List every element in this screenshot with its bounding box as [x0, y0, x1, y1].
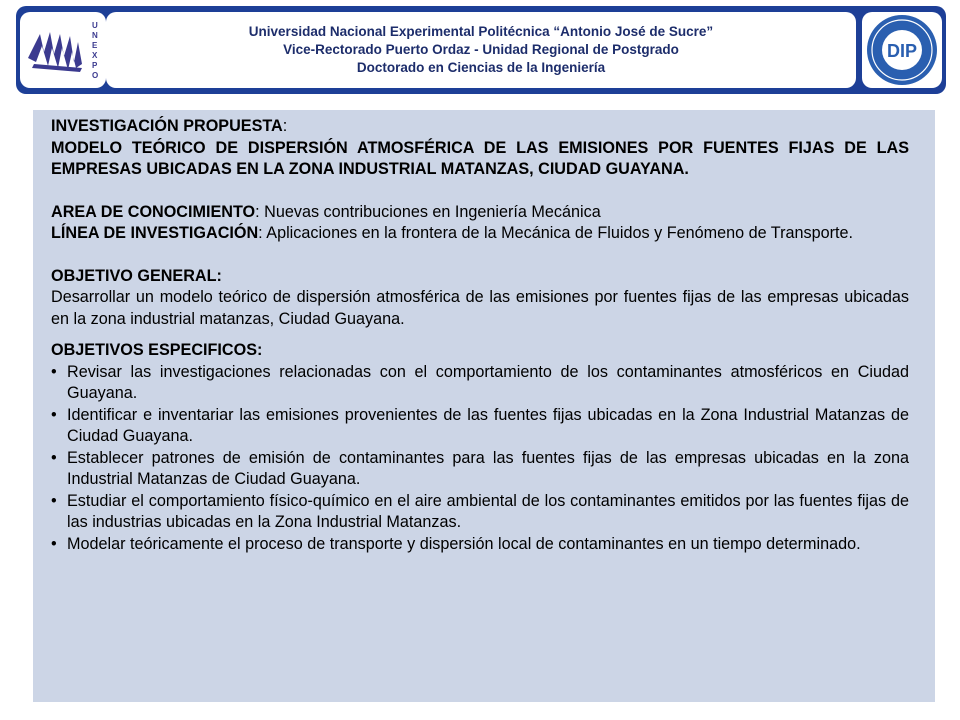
university-name: Universidad Nacional Experimental Politécnica “Antonio José de Sucre” [248, 24, 714, 39]
list-item: • Revisar las investigaciones relacionadas con el comportamiento de los contaminantes atmosféricos en Ciudad Guayana. [51, 362, 909, 405]
area-conocimiento: AREA DE CONOCIMIENTO: Nuevas contribuciones en Ingeniería Mecánica [51, 202, 601, 221]
list-item: • Estudiar el comportamiento físico-químico en el aire ambiental de los contaminantes emitidos por las fuentes fijas de las industrias ubicadas en la Zona Industrial Matanzas. [51, 491, 909, 534]
investigacion-label: INVESTIGACIÓN PROPUESTA [51, 117, 283, 135]
svg-text:DIP: DIP [886, 41, 918, 61]
linea-investigacion: LÍNEA DE INVESTIGACIÓN: Aplicaciones en la frontera de la Mecánica de Fluidos y Fenómeno de Transporte. [51, 224, 853, 242]
spacer [51, 330, 909, 340]
unexpo-logo [20, 12, 106, 88]
spacer [51, 181, 909, 202]
dip-seal-icon [862, 12, 942, 88]
list-item: • Establecer patrones de emisión de contaminantes para las fuentes fijas de las empresas ubicadas en la zona Industrial Matanzas de Ciudad Guayana. [51, 448, 909, 491]
objetivo-general-label: OBJETIVO GENERAL: [51, 266, 222, 285]
objetivos-especificos-label: OBJETIVOS ESPECIFICOS: [51, 341, 263, 359]
svg-text:P: P [92, 61, 98, 70]
linea-value: Aplicaciones en la frontera de la Mecánica de Fluidos y Fenómeno de Transporte. [266, 224, 853, 242]
list-item: • Modelar teóricamente el proceso de transporte y dispersión local de contaminantes en un tiempo determinado. [51, 534, 909, 556]
dip-seal-logo [862, 12, 942, 88]
spacer [51, 245, 909, 266]
objetivo-general-text: Desarrollar un modelo teórico de dispersión atmosférica de las emisiones por fuentes fijas de las empresas ubicadas en la zona industrial matanzas, Ciudad Guayana. [51, 288, 909, 328]
objetivos-especificos-list [51, 362, 909, 556]
svg-text:U: U [92, 21, 98, 30]
unexpo-logo-icon [20, 12, 106, 88]
content-body [51, 116, 909, 555]
svg-text:O: O [92, 71, 99, 80]
program-name: Doctorado en Ciencias de la Ingeniería [356, 60, 606, 75]
objetivo-general-heading [51, 266, 909, 288]
svg-text:X: X [92, 51, 98, 60]
content-panel [33, 110, 935, 702]
svg-text:N: N [92, 31, 98, 40]
institution-title [106, 12, 856, 88]
list-item: • Identificar e inventariar las emisiones provenientes de las fuentes fijas ubicadas en la Zona Industrial Matanzas de Ciudad Guayana. [51, 405, 909, 448]
svg-text:E: E [92, 41, 98, 50]
investigacion-title-text: MODELO TEÓRICO DE DISPERSIÓN ATMOSFÉRICA DE LAS EMISIONES POR FUENTES FIJAS DE LAS EMPRESAS UBICADAS EN LA ZONA INDUSTRIAL MATANZAS, CIUDAD GUAYANA. [51, 138, 909, 178]
investigacion-title [51, 138, 909, 181]
investigacion-heading: INVESTIGACIÓN PROPUESTA: [51, 117, 288, 135]
linea-label: LÍNEA DE INVESTIGACIÓN [51, 224, 259, 242]
area-value: Nuevas contribuciones en Ingeniería Mecánica [264, 202, 601, 221]
area-label: AREA DE CONOCIMIENTO [51, 202, 256, 221]
header-band [16, 6, 946, 94]
vice-rectorado: Vice-Rectorado Puerto Ordaz - Unidad Regional de Postgrado [283, 42, 679, 57]
objetivos-especificos-heading [51, 340, 909, 362]
